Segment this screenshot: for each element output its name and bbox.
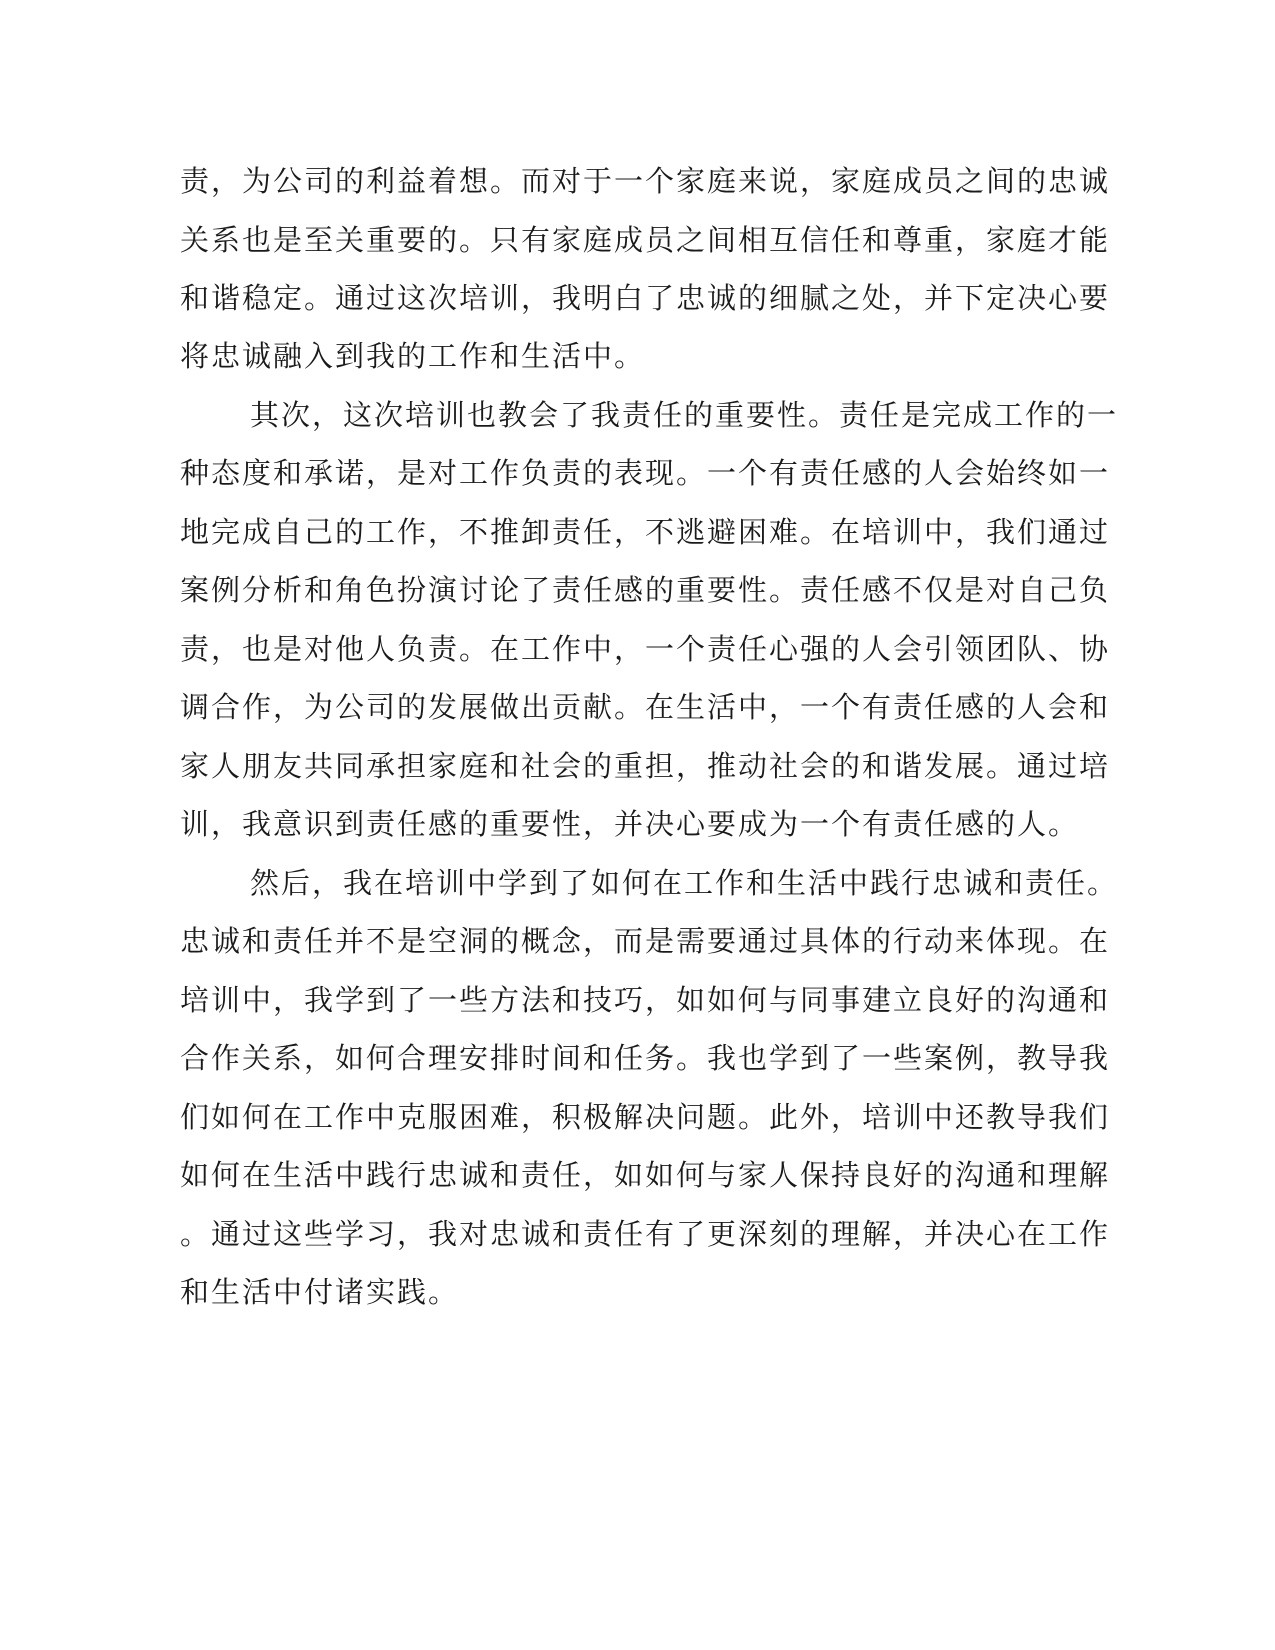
text-line: 责，也是对他人负责。在工作中，一个责任心强的人会引领团队、协 bbox=[180, 632, 1111, 666]
text-line: 将忠诚融入到我的工作和生活中。 bbox=[180, 339, 646, 373]
text-line: 责，为公司的利益着想。而对于一个家庭来说，家庭成员之间的忠诚 bbox=[180, 164, 1111, 198]
text-line: 合作关系，如何合理安排时间和任务。我也学到了一些案例，教导我 bbox=[180, 1041, 1111, 1075]
text-line: 地完成自己的工作，不推卸责任，不逃避困难。在培训中，我们通过 bbox=[180, 515, 1111, 549]
text-line: 和谐稳定。通过这次培训，我明白了忠诚的细腻之处，并下定决心要 bbox=[180, 281, 1111, 315]
text-line: 如何在生活中践行忠诚和责任，如如何与家人保持良好的沟通和理解 bbox=[180, 1158, 1111, 1192]
text-line: 案例分析和角色扮演讨论了责任感的重要性。责任感不仅是对自己负 bbox=[180, 573, 1111, 607]
text-line: 培训中，我学到了一些方法和技巧，如如何与同事建立良好的沟通和 bbox=[180, 983, 1111, 1017]
text-line: 其次，这次培训也教会了我责任的重要性。责任是完成工作的一 bbox=[250, 398, 1119, 432]
text-line: 调合作，为公司的发展做出贡献。在生活中，一个有责任感的人会和 bbox=[180, 690, 1111, 724]
text-line: 家人朋友共同承担家庭和社会的重担，推动社会的和谐发展。通过培 bbox=[180, 749, 1111, 783]
text-line: 训，我意识到责任感的重要性，并决心要成为一个有责任感的人。 bbox=[180, 807, 1080, 841]
text-line: 忠诚和责任并不是空洞的概念，而是需要通过具体的行动来体现。在 bbox=[180, 924, 1111, 958]
text-line: 关系也是至关重要的。只有家庭成员之间相互信任和尊重，家庭才能 bbox=[180, 223, 1111, 257]
text-line: 然后，我在培训中学到了如何在工作和生活中践行忠诚和责任。 bbox=[250, 866, 1119, 900]
text-line: 和生活中付诸实践。 bbox=[180, 1275, 460, 1309]
text-line: 们如何在工作中克服困难，积极解决问题。此外，培训中还教导我们 bbox=[180, 1100, 1111, 1134]
text-line: 种态度和承诺，是对工作负责的表现。一个有责任感的人会始终如一 bbox=[180, 456, 1111, 490]
text-line: 。通过这些学习，我对忠诚和责任有了更深刻的理解，并决心在工作 bbox=[180, 1217, 1111, 1251]
